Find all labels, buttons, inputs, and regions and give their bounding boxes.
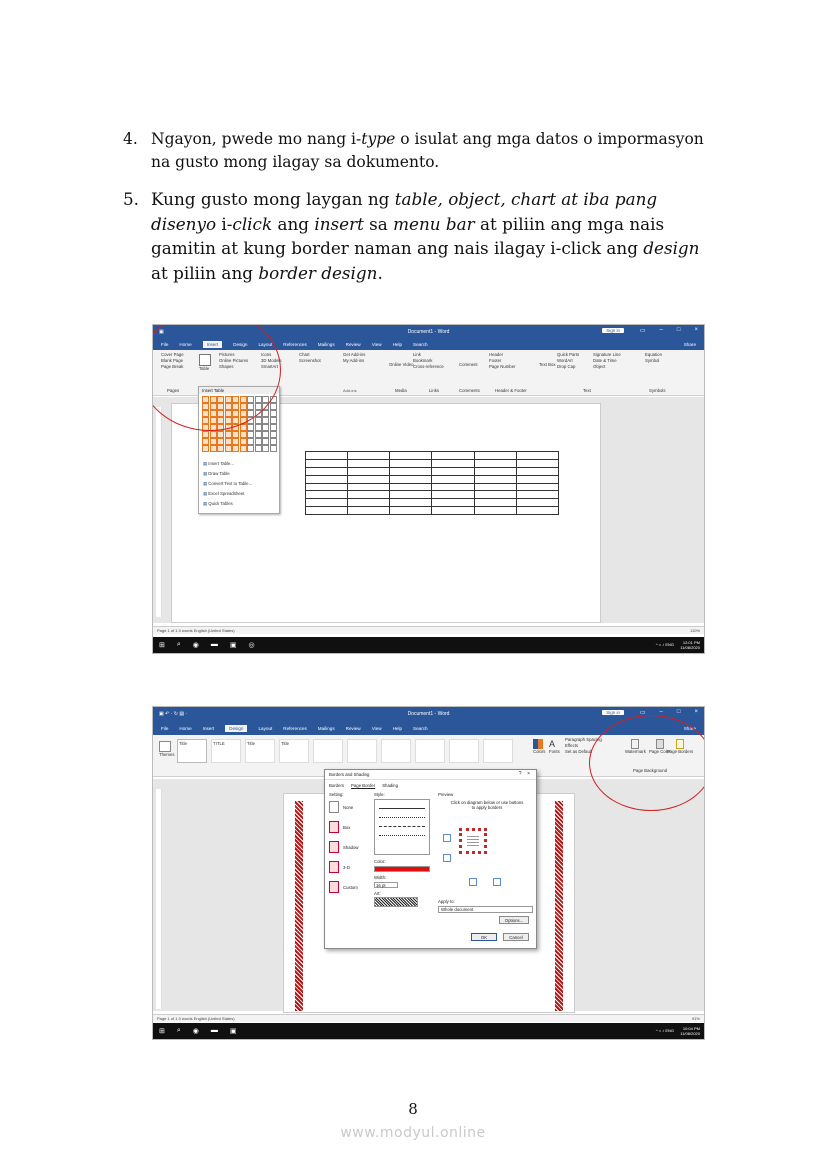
chrome-icon[interactable]: ◎ bbox=[248, 642, 255, 649]
status-bar bbox=[153, 626, 704, 634]
group-label-page-background: Page Background bbox=[633, 768, 668, 773]
fonts-button[interactable]: A Fonts bbox=[549, 739, 560, 754]
group-links: Link Bookmark Cross-reference bbox=[413, 352, 444, 369]
status-bar bbox=[153, 1014, 704, 1022]
tab-mailings[interactable]: Mailings bbox=[317, 342, 335, 347]
dialog-close-icon[interactable]: ? × bbox=[518, 771, 530, 777]
setting-column: Setting: None Box Shadow 3-D Custom bbox=[329, 792, 369, 897]
word-taskbar-icon[interactable]: ▣ bbox=[229, 642, 237, 649]
preview-label: Preview bbox=[438, 792, 454, 797]
screenshot-word-insert bbox=[152, 324, 705, 654]
group-pages: Cover Page Blank Page Page Break bbox=[161, 352, 184, 369]
edge-icon[interactable]: ◉ bbox=[192, 1028, 199, 1035]
apply-to-select[interactable]: Whole document bbox=[438, 906, 533, 913]
share-button[interactable]: Share bbox=[683, 725, 696, 731]
tab-page-border[interactable]: Page Border bbox=[351, 783, 376, 788]
setting-box[interactable]: Box bbox=[329, 817, 369, 837]
tab-help[interactable]: Help bbox=[392, 725, 403, 731]
page-number: 8 bbox=[408, 1100, 418, 1118]
group-chart: Chart Screenshot bbox=[299, 352, 321, 363]
tab-view[interactable]: View bbox=[371, 725, 382, 731]
group-label-header-footer: Header & Footer bbox=[495, 388, 527, 393]
tab-design[interactable]: Design bbox=[233, 342, 248, 347]
watermark-button[interactable]: Watermark bbox=[625, 739, 646, 755]
tab-references[interactable]: References bbox=[283, 342, 307, 347]
tab-file[interactable]: File bbox=[161, 725, 169, 731]
windows-taskbar bbox=[153, 1023, 704, 1039]
border-bottom-toggle-icon[interactable] bbox=[443, 854, 451, 862]
page-borders-button[interactable]: Page Borders bbox=[667, 739, 693, 755]
search-icon[interactable]: ⌕ bbox=[176, 641, 181, 648]
style-label: Style: bbox=[374, 792, 385, 797]
page-border-left bbox=[295, 801, 303, 1011]
group-header-footer: Header Footer Page Number bbox=[489, 352, 516, 369]
preview-instructions: Click on diagram below or use buttons to apply borders bbox=[450, 800, 524, 810]
highlight-circle bbox=[589, 715, 705, 811]
step-text: Ngayon, pwede mo nang i-type o isulat ang mga datos o impormasyon na gusto mong ilagay sa dokumento. bbox=[151, 130, 704, 171]
word-taskbar-icon[interactable]: ▣ bbox=[229, 1028, 237, 1035]
tab-search[interactable]: Search bbox=[413, 725, 428, 731]
style-list[interactable] bbox=[374, 799, 430, 855]
border-right-toggle-icon[interactable] bbox=[493, 878, 501, 886]
menu-insert-table[interactable]: ▦ Insert Table... bbox=[203, 459, 252, 469]
group-illustrations: Pictures Online Pictures Shapes bbox=[219, 352, 249, 369]
tab-view[interactable]: View bbox=[371, 342, 382, 347]
tab-design[interactable]: Design bbox=[225, 725, 247, 732]
group-label-text: Text bbox=[583, 388, 591, 393]
group-illustrations-2: Icons 3D Models SmartArt bbox=[261, 352, 282, 369]
step-5 bbox=[123, 187, 713, 285]
dropdown-menu bbox=[203, 459, 252, 509]
instruction-list bbox=[123, 128, 713, 285]
sign-in-button[interactable]: Sign in bbox=[602, 328, 624, 333]
text-box-button[interactable]: Text Box bbox=[539, 362, 556, 367]
system-tray[interactable]: ^ ⌂ ♪ ENG bbox=[655, 642, 674, 647]
dialog-title: Borders and Shading ? × bbox=[325, 770, 536, 780]
vertical-ruler bbox=[156, 407, 162, 617]
setting-custom[interactable]: Custom bbox=[329, 877, 369, 897]
quick-access-icons[interactable]: ▣ ↶ · ↻ ▤ · bbox=[159, 711, 188, 717]
group-symbols: Equation Symbol bbox=[645, 352, 662, 363]
group-text-2: Signature Line Date & Time Object bbox=[593, 352, 621, 369]
tab-insert[interactable]: Insert bbox=[203, 341, 223, 348]
file-explorer-icon[interactable]: ▬ bbox=[210, 1027, 218, 1034]
word-icon: ▣ bbox=[159, 329, 164, 335]
borders-shading-dialog bbox=[324, 769, 537, 949]
step-4 bbox=[123, 128, 713, 173]
apply-label: Apply to: bbox=[438, 899, 455, 904]
tab-search[interactable]: Search bbox=[413, 342, 428, 347]
windows-taskbar bbox=[153, 637, 704, 653]
setting-none[interactable]: None bbox=[329, 797, 369, 817]
search-icon[interactable]: ⌕ bbox=[176, 1027, 181, 1034]
tab-borders[interactable]: Borders bbox=[329, 783, 345, 788]
windows-start-icon[interactable]: ⊞ bbox=[159, 642, 165, 649]
art-label: Art: bbox=[374, 891, 381, 896]
step-text: Kung gusto mong laygan ng table, object, chart at iba pang disenyo i-click ang insert sa menu bar at piliin ang mga nais gamitin at kung border naman ang nais ilagay i-click ang design at piliin ang border design. bbox=[151, 189, 700, 283]
sign-in-button[interactable]: Sign in bbox=[602, 710, 624, 715]
comment-button[interactable]: Comment bbox=[459, 362, 478, 367]
options-button[interactable]: Options... bbox=[499, 916, 529, 924]
tab-shading[interactable]: Shading bbox=[382, 783, 398, 788]
style-gallery[interactable]: Title TITLE Title Title bbox=[177, 739, 517, 765]
tab-help[interactable]: Help bbox=[392, 342, 403, 347]
status-text: Page 1 of 1 0 words English (United States) bbox=[157, 1016, 235, 1021]
border-preview[interactable] bbox=[459, 828, 487, 854]
taskbar-clock[interactable]: 10:04 PM 11/08/2020 bbox=[680, 1026, 700, 1036]
cancel-button[interactable]: Cancel bbox=[503, 933, 529, 941]
windows-start-icon[interactable]: ⊞ bbox=[159, 1028, 165, 1035]
tab-layout[interactable]: Layout bbox=[258, 342, 273, 347]
group-label-media: Media bbox=[395, 388, 407, 393]
page-color-button[interactable]: Page Color bbox=[649, 739, 671, 755]
menu-draw-table[interactable]: ▦ Draw Table bbox=[203, 469, 252, 479]
vertical-ruler bbox=[156, 789, 162, 1009]
step-number: 4. bbox=[123, 130, 138, 148]
table-button[interactable]: Table bbox=[199, 354, 211, 372]
group-label-symbols: Symbols bbox=[649, 388, 666, 393]
share-button[interactable]: Share bbox=[683, 342, 696, 347]
border-top-toggle-icon[interactable] bbox=[443, 834, 451, 842]
tab-home[interactable]: Home bbox=[179, 342, 192, 347]
page-border-right bbox=[555, 801, 563, 1011]
site-watermark: www.modyul.online bbox=[340, 1125, 486, 1141]
color-select[interactable] bbox=[374, 866, 430, 872]
setting-3d[interactable]: 3-D bbox=[329, 857, 369, 877]
system-tray[interactable]: ^ ⌂ ♪ ENG bbox=[655, 1028, 674, 1033]
group-add-ins: Get Add-ins My Add-ins Add-ins bbox=[343, 352, 366, 393]
tab-file[interactable]: File bbox=[161, 342, 169, 347]
menu-excel-spreadsheet[interactable]: ▦ Excel Spreadsheet bbox=[203, 489, 252, 499]
title-bar bbox=[153, 707, 704, 721]
online-video-button[interactable]: Online Video bbox=[389, 362, 414, 367]
group-label-links: Links bbox=[429, 388, 440, 393]
ok-button[interactable]: OK bbox=[471, 933, 497, 941]
tab-home[interactable]: Home bbox=[179, 725, 192, 731]
menu-convert-text[interactable]: ▦ Convert Text to Table... bbox=[203, 479, 252, 489]
zoom-level[interactable]: 110% bbox=[690, 628, 700, 633]
setting-shadow[interactable]: Shadow bbox=[329, 837, 369, 857]
colors-button[interactable]: Colors bbox=[533, 739, 545, 755]
group-label-pages: Pages bbox=[167, 388, 180, 393]
step-number: 5. bbox=[123, 189, 140, 209]
inserted-table bbox=[305, 451, 559, 515]
border-left-toggle-icon[interactable] bbox=[469, 878, 477, 886]
tab-references[interactable]: References bbox=[283, 725, 307, 731]
screenshot-word-design bbox=[152, 706, 705, 1040]
menu-quick-tables[interactable]: ▦ Quick Tables bbox=[203, 499, 252, 509]
zoom-level[interactable]: 91% bbox=[691, 1016, 700, 1021]
group-text: Quick Parts WordArt Drop Cap bbox=[557, 352, 580, 369]
group-label-comments: Comments bbox=[459, 388, 480, 393]
width-label: Width: bbox=[374, 875, 387, 880]
window-title: Document1 - Word bbox=[407, 329, 450, 335]
window-title: Document1 - Word bbox=[407, 711, 450, 717]
tab-mailings[interactable]: Mailings bbox=[317, 725, 335, 731]
themes-button[interactable]: Themes bbox=[159, 741, 175, 758]
window-controls[interactable]: ▭ – □ × bbox=[639, 327, 698, 334]
tab-insert[interactable]: Insert bbox=[202, 725, 215, 731]
color-label: Color: bbox=[374, 859, 386, 864]
tab-review[interactable]: Review bbox=[345, 342, 361, 347]
tab-review[interactable]: Review bbox=[345, 725, 361, 731]
art-select[interactable] bbox=[374, 897, 418, 907]
edge-icon[interactable]: ◉ bbox=[192, 642, 199, 649]
width-select[interactable]: 16 pt bbox=[374, 882, 398, 888]
taskbar-clock[interactable]: 12:01 PM 11/08/2020 bbox=[680, 640, 700, 650]
dialog-tabs bbox=[325, 780, 536, 791]
window-controls[interactable]: ▭ – □ × bbox=[639, 709, 698, 716]
paragraph-spacing-group: Paragraph Spacing Effects Set as Default bbox=[565, 737, 602, 754]
status-text: Page 1 of 1 0 words English (United States) bbox=[157, 628, 235, 633]
dropdown-header: Insert Table bbox=[199, 387, 279, 394]
tab-layout[interactable]: Layout bbox=[258, 725, 273, 731]
file-explorer-icon[interactable]: ▬ bbox=[210, 641, 218, 648]
